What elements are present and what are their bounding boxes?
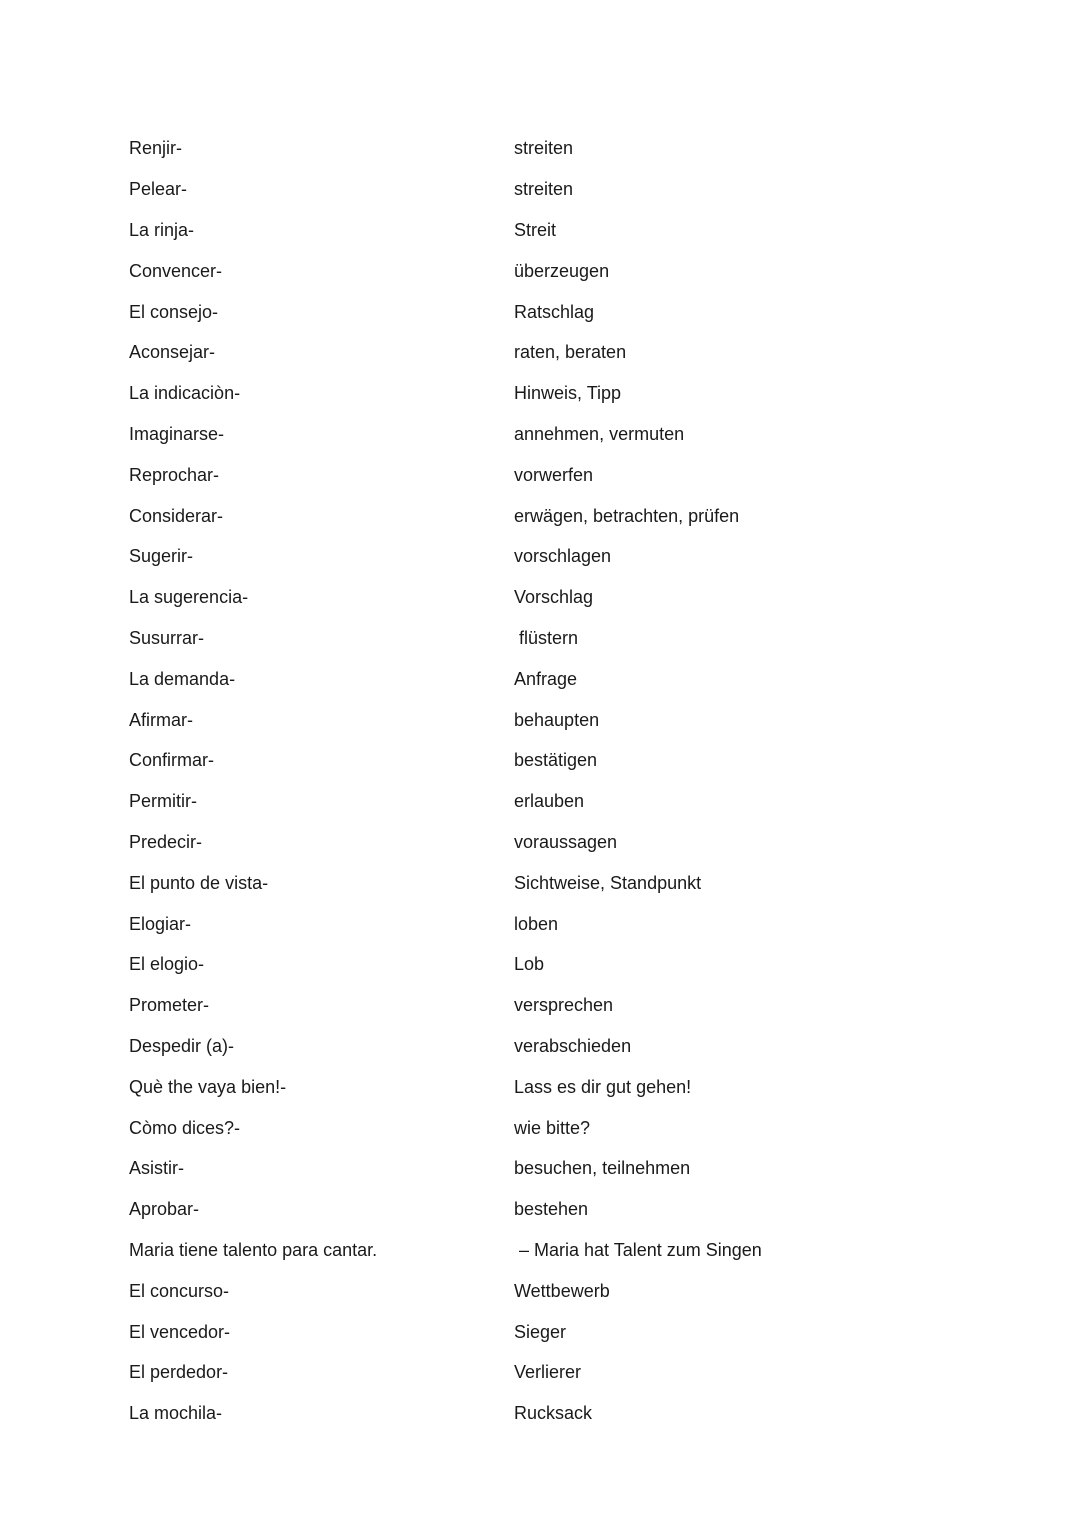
spanish-term: La sugerencia-: [129, 587, 249, 608]
spanish-term: Sugerir-: [129, 546, 194, 567]
spanish-term: El concurso-: [129, 1280, 230, 1301]
german-translation: besuchen, teilnehmen: [514, 1158, 691, 1179]
german-translation: Wettbewerb: [514, 1280, 610, 1301]
german-translation: streiten: [514, 138, 574, 159]
german-translation: behaupten: [514, 709, 600, 730]
spanish-term: El perdedor-: [129, 1362, 229, 1383]
german-translation: streiten: [514, 179, 574, 200]
spanish-term: La mochila-: [129, 1403, 223, 1424]
spanish-term: La demanda-: [129, 668, 236, 689]
vocab-row: [129, 1311, 889, 1352]
german-translation: Streit: [514, 219, 557, 240]
vocab-row: [129, 862, 889, 903]
vocab-row: [129, 618, 889, 659]
german-translation: raten, beraten: [514, 342, 627, 363]
spanish-term: Permitir-: [129, 791, 197, 812]
spanish-term: Prometer-: [129, 995, 210, 1016]
vocab-row: [129, 1107, 889, 1148]
spanish-term: La rinja-: [129, 219, 195, 240]
spanish-term: Reprochar-: [129, 464, 220, 485]
german-translation: Ratschlag: [514, 301, 595, 322]
vocab-row: [129, 1148, 889, 1189]
german-translation: Lob: [514, 954, 545, 975]
spanish-term: Despedir (a)-: [129, 1035, 235, 1056]
spanish-term: El vencedor-: [129, 1321, 231, 1342]
german-translation: bestätigen: [514, 750, 598, 771]
spanish-term: Confirmar-: [129, 750, 215, 771]
spanish-term: Afirmar-: [129, 709, 193, 730]
german-translation: – Maria hat Talent zum Singen: [514, 1239, 762, 1260]
vocab-row: [129, 250, 889, 291]
vocab-row: [129, 1230, 889, 1271]
vocab-row: [129, 332, 889, 373]
vocab-row: [129, 985, 889, 1026]
german-translation: erlauben: [514, 791, 585, 812]
german-translation: überzeugen: [514, 260, 610, 281]
german-translation: loben: [514, 913, 559, 934]
spanish-term: Renjir-: [129, 138, 183, 159]
vocab-row: [129, 414, 889, 455]
spanish-term: El punto de vista-: [129, 872, 269, 893]
spanish-term: El consejo-: [129, 301, 219, 322]
spanish-term: Maria tiene talento para cantar.: [129, 1239, 378, 1260]
german-translation: annehmen, vermuten: [514, 423, 685, 444]
german-translation: Anfrage: [514, 668, 578, 689]
spanish-term: La indicaciòn-: [129, 383, 241, 404]
vocab-row: [129, 536, 889, 577]
spanish-term: Aconsejar-: [129, 342, 216, 363]
spanish-term: Convencer-: [129, 260, 223, 281]
vocab-row: [129, 210, 889, 251]
german-translation: voraussagen: [514, 831, 618, 852]
spanish-term: El elogio-: [129, 954, 205, 975]
spanish-term: Predecir-: [129, 831, 203, 852]
german-translation: Lass es dir gut gehen!: [514, 1076, 692, 1097]
vocab-row: [129, 781, 889, 822]
spanish-term: Aprobar-: [129, 1199, 200, 1220]
german-translation: vorwerfen: [514, 464, 594, 485]
german-translation: Rucksack: [514, 1403, 593, 1424]
vocab-row: [129, 291, 889, 332]
german-translation: Vorschlag: [514, 587, 594, 608]
spanish-term: Què the vaya bien!-: [129, 1076, 287, 1097]
spanish-term: Considerar-: [129, 505, 224, 526]
vocab-row: [129, 1270, 889, 1311]
german-translation: Sichtweise, Standpunkt: [514, 872, 702, 893]
german-translation: Sieger: [514, 1321, 567, 1342]
vocab-row: [129, 822, 889, 863]
german-translation: versprechen: [514, 995, 614, 1016]
vocab-row: [129, 373, 889, 414]
vocab-row: [129, 740, 889, 781]
vocab-row: [129, 699, 889, 740]
vocab-row: [129, 658, 889, 699]
german-translation: vorschlagen: [514, 546, 612, 567]
spanish-term: Asistir-: [129, 1158, 184, 1179]
german-translation: erwägen, betrachten, prüfen: [514, 505, 740, 526]
german-translation: wie bitte?: [514, 1117, 591, 1138]
vocabulary-list: [129, 128, 889, 1434]
german-translation: verabschieden: [514, 1035, 632, 1056]
german-translation: Hinweis, Tipp: [514, 383, 622, 404]
spanish-term: Còmo dices?-: [129, 1117, 241, 1138]
vocab-row: [129, 903, 889, 944]
vocab-row: [129, 454, 889, 495]
vocab-row: [129, 128, 889, 169]
german-translation: flüstern: [514, 627, 579, 648]
spanish-term: Susurrar-: [129, 627, 205, 648]
german-translation: Verlierer: [514, 1362, 582, 1383]
vocab-row: [129, 1393, 889, 1434]
vocab-row: [129, 577, 889, 618]
vocab-row: [129, 1026, 889, 1067]
vocab-row: [129, 1189, 889, 1230]
vocab-row: [129, 495, 889, 536]
vocab-row: [129, 1352, 889, 1393]
spanish-term: Imaginarse-: [129, 423, 225, 444]
vocab-row: [129, 169, 889, 210]
vocab-row: [129, 944, 889, 985]
spanish-term: Pelear-: [129, 179, 188, 200]
german-translation: bestehen: [514, 1199, 589, 1220]
spanish-term: Elogiar-: [129, 913, 192, 934]
vocab-row: [129, 1066, 889, 1107]
